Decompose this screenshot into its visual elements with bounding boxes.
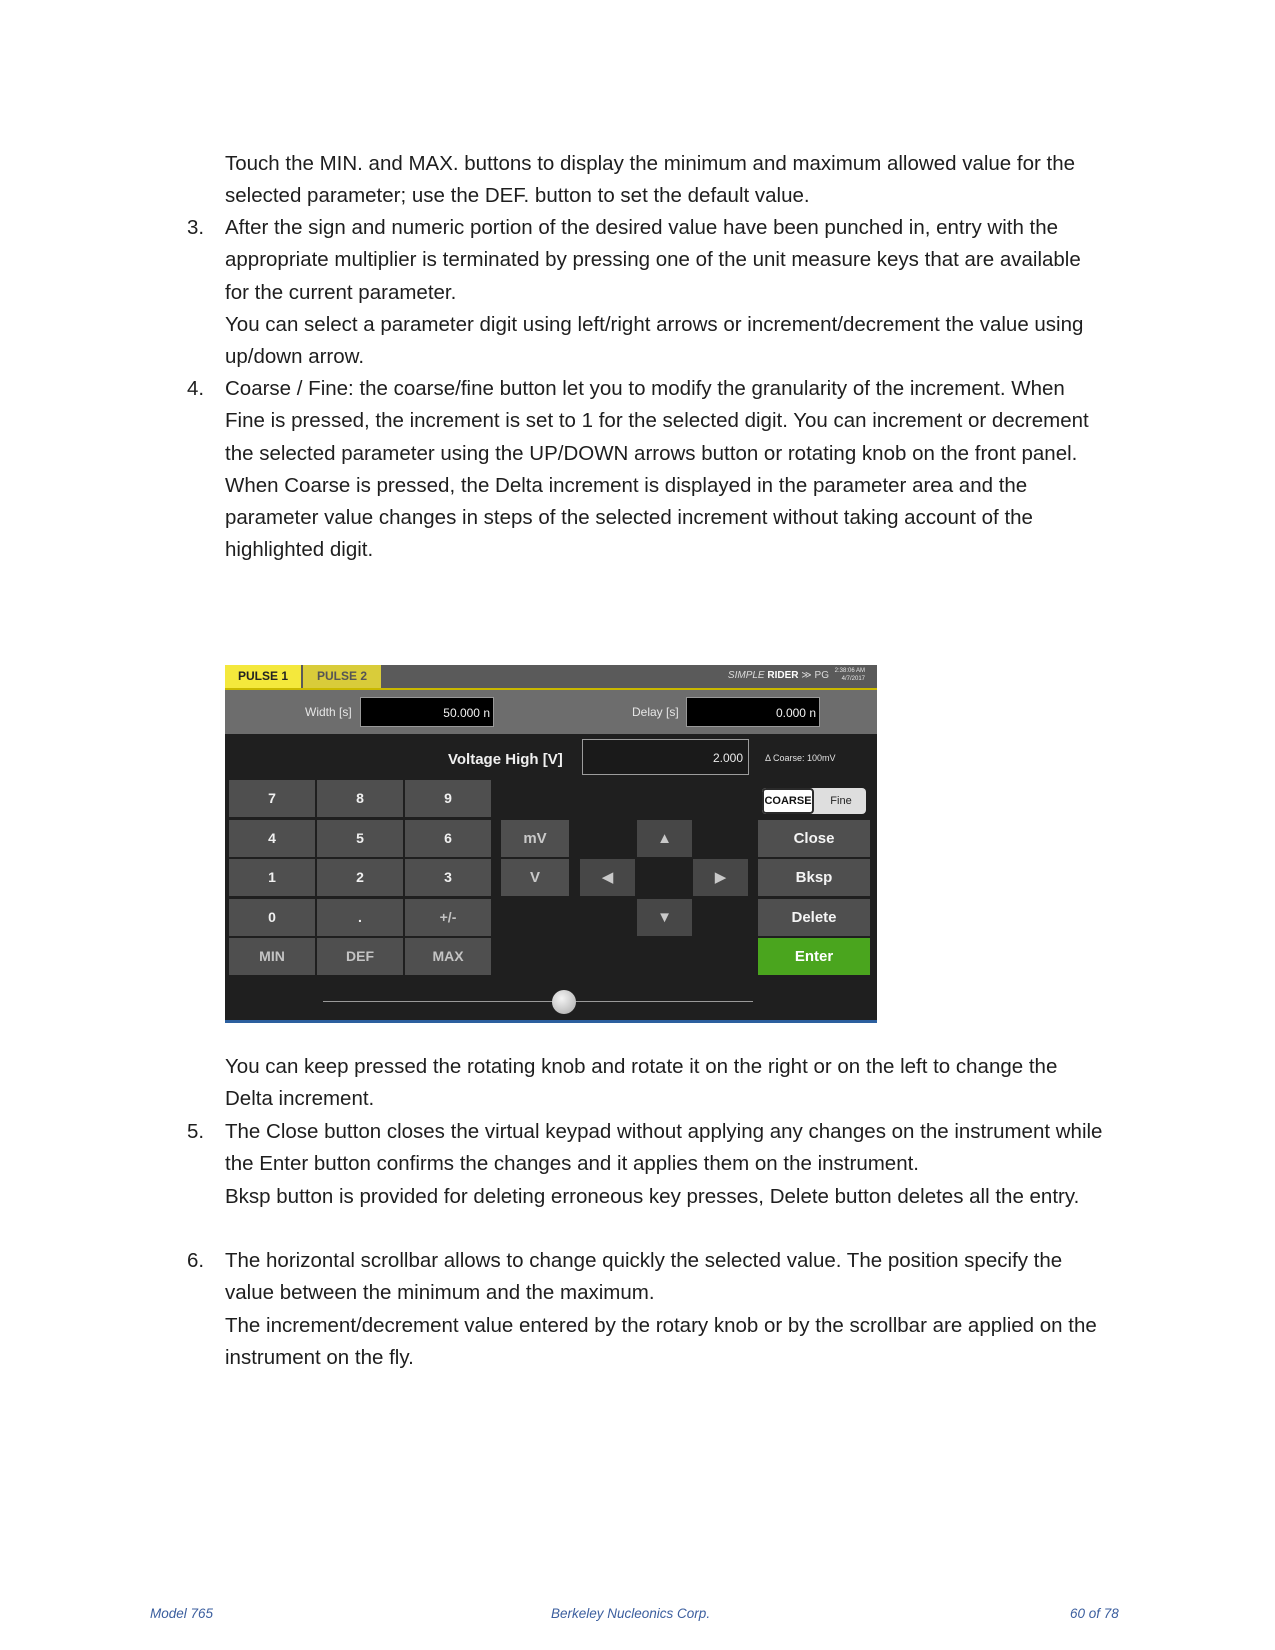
- clock: [835, 667, 865, 683]
- key-9[interactable]: 9: [405, 780, 491, 817]
- bottom-accent: [225, 1020, 877, 1023]
- list-item-continuation: You can keep pressed the rotating knob and rotate it on the right or on the left to change the Delta increment.: [225, 1055, 1058, 1111]
- arrow-up-icon[interactable]: ▲: [637, 820, 692, 857]
- list-item-4: [187, 373, 1105, 567]
- delay-label: Delay [s]: [632, 705, 679, 719]
- fine-button[interactable]: Fine: [830, 795, 852, 807]
- list-item-text: The horizontal scrollbar allows to change quickly the selected value. The position specify the value between the minimum and the maximum.: [225, 1249, 1063, 1305]
- width-label: Width [s]: [305, 705, 352, 719]
- key-5[interactable]: 5: [317, 820, 403, 857]
- key-4[interactable]: 4: [229, 820, 315, 857]
- bksp-button[interactable]: Bksp: [758, 859, 870, 896]
- clock-date: 4/7/2017: [841, 676, 865, 682]
- unit-v-button[interactable]: V: [501, 859, 569, 896]
- arrow-down-icon[interactable]: ▼: [637, 899, 692, 936]
- brand-rider: RIDER: [767, 670, 799, 681]
- list-item-continuation: When Coarse is pressed, the Delta increment is displayed in the parameter area and the parameter value changes in steps of the selected increment without taking account of the highlighted digit.: [225, 473, 1033, 562]
- arrow-right-icon[interactable]: ▶: [693, 859, 748, 896]
- brand-pg: PG: [814, 670, 829, 681]
- list-item-5: [187, 1116, 1105, 1213]
- param-value-field[interactable]: 2.000: [582, 739, 749, 775]
- footer-page: 60 of 78: [1070, 1606, 1119, 1621]
- chevron-icon: ≫: [801, 670, 812, 681]
- key-7[interactable]: 7: [229, 780, 315, 817]
- brand-simple: SIMPLE: [727, 670, 765, 681]
- list-number: 4.: [187, 377, 205, 400]
- delay-field[interactable]: 0.000 n: [686, 697, 820, 727]
- coarse-increment: Δ Coarse: 100mV: [765, 753, 836, 763]
- list-number: 5.: [187, 1120, 205, 1143]
- intro-text: Touch the MIN. and MAX. buttons to display the minimum and maximum allowed value for the selected parameter; use the DEF. button to set the default value.: [225, 152, 1076, 208]
- tab-pulse-2[interactable]: PULSE 2: [303, 665, 381, 688]
- list-item-continuation: You can select a parameter digit using left/right arrows or increment/decrement the value using up/down arrow.: [225, 312, 1084, 369]
- list-item-continuation: The increment/decrement value entered by the rotary knob or by the scrollbar are applied on the instrument on the fly.: [225, 1313, 1097, 1369]
- list-item-3: [187, 212, 1105, 373]
- width-field[interactable]: 50.000 n: [360, 697, 494, 727]
- def-button[interactable]: DEF: [317, 938, 403, 975]
- clock-time: 2:38:06 AM: [834, 668, 865, 674]
- footer-company: Berkeley Nucleonics Corp.: [551, 1606, 711, 1621]
- scrollbar-thumb[interactable]: [552, 990, 576, 1014]
- key-3[interactable]: 3: [405, 859, 491, 896]
- list-item-text: The Close button closes the virtual keypad without applying any changes on the instrument while the Enter button confirms the changes and it applies them on the instrument.: [225, 1120, 1103, 1176]
- brand-logo: [728, 670, 829, 681]
- intro-paragraph: [225, 148, 1105, 213]
- list-item-text: Coarse / Fine: the coarse/fine button let you to modify the granularity of the increment. When Fine is pressed, the increment is set to 1 for the selected digit. You can increment or decrement the selected parameter using the UP/DOWN arrows button or rotating knob on the front panel.: [225, 377, 1089, 465]
- key-2[interactable]: 2: [317, 859, 403, 896]
- footer-model: Model 765: [150, 1606, 214, 1621]
- unit-mv-button[interactable]: mV: [501, 820, 569, 857]
- key-8[interactable]: 8: [317, 780, 403, 817]
- list-number: 6.: [187, 1249, 205, 1272]
- list-item-4-after: [225, 1051, 1105, 1116]
- param-label: Voltage High [V]: [448, 751, 563, 768]
- min-button[interactable]: MIN: [229, 938, 315, 975]
- key-6[interactable]: 6: [405, 820, 491, 857]
- list-item-text: After the sign and numeric portion of the desired value have been punched in, entry with the appropriate multiplier is terminated by pressing one of the unit measure keys that are available for the current parameter.: [225, 216, 1081, 304]
- parameter-row: [225, 690, 877, 734]
- key-sign[interactable]: +/-: [405, 899, 491, 936]
- enter-button[interactable]: Enter: [758, 938, 870, 975]
- key-1[interactable]: 1: [229, 859, 315, 896]
- tab-pulse-1[interactable]: PULSE 1: [225, 665, 301, 690]
- coarse-button[interactable]: COARSE: [762, 788, 814, 814]
- key-decimal[interactable]: .: [317, 899, 403, 936]
- close-button[interactable]: Close: [758, 820, 870, 857]
- delete-button[interactable]: Delete: [758, 899, 870, 936]
- keypad-screenshot: [225, 665, 877, 1023]
- list-number: 3.: [187, 216, 205, 239]
- list-item-continuation: Bksp button is provided for deleting erroneous key presses, Delete button deletes all the entry.: [225, 1184, 1080, 1208]
- coarse-fine-toggle[interactable]: [762, 788, 866, 814]
- max-button[interactable]: MAX: [405, 938, 491, 975]
- list-item-6: [187, 1245, 1105, 1374]
- key-0[interactable]: 0: [229, 899, 315, 936]
- arrow-left-icon[interactable]: ◀: [580, 859, 635, 896]
- scrollbar-track[interactable]: [323, 1001, 753, 1002]
